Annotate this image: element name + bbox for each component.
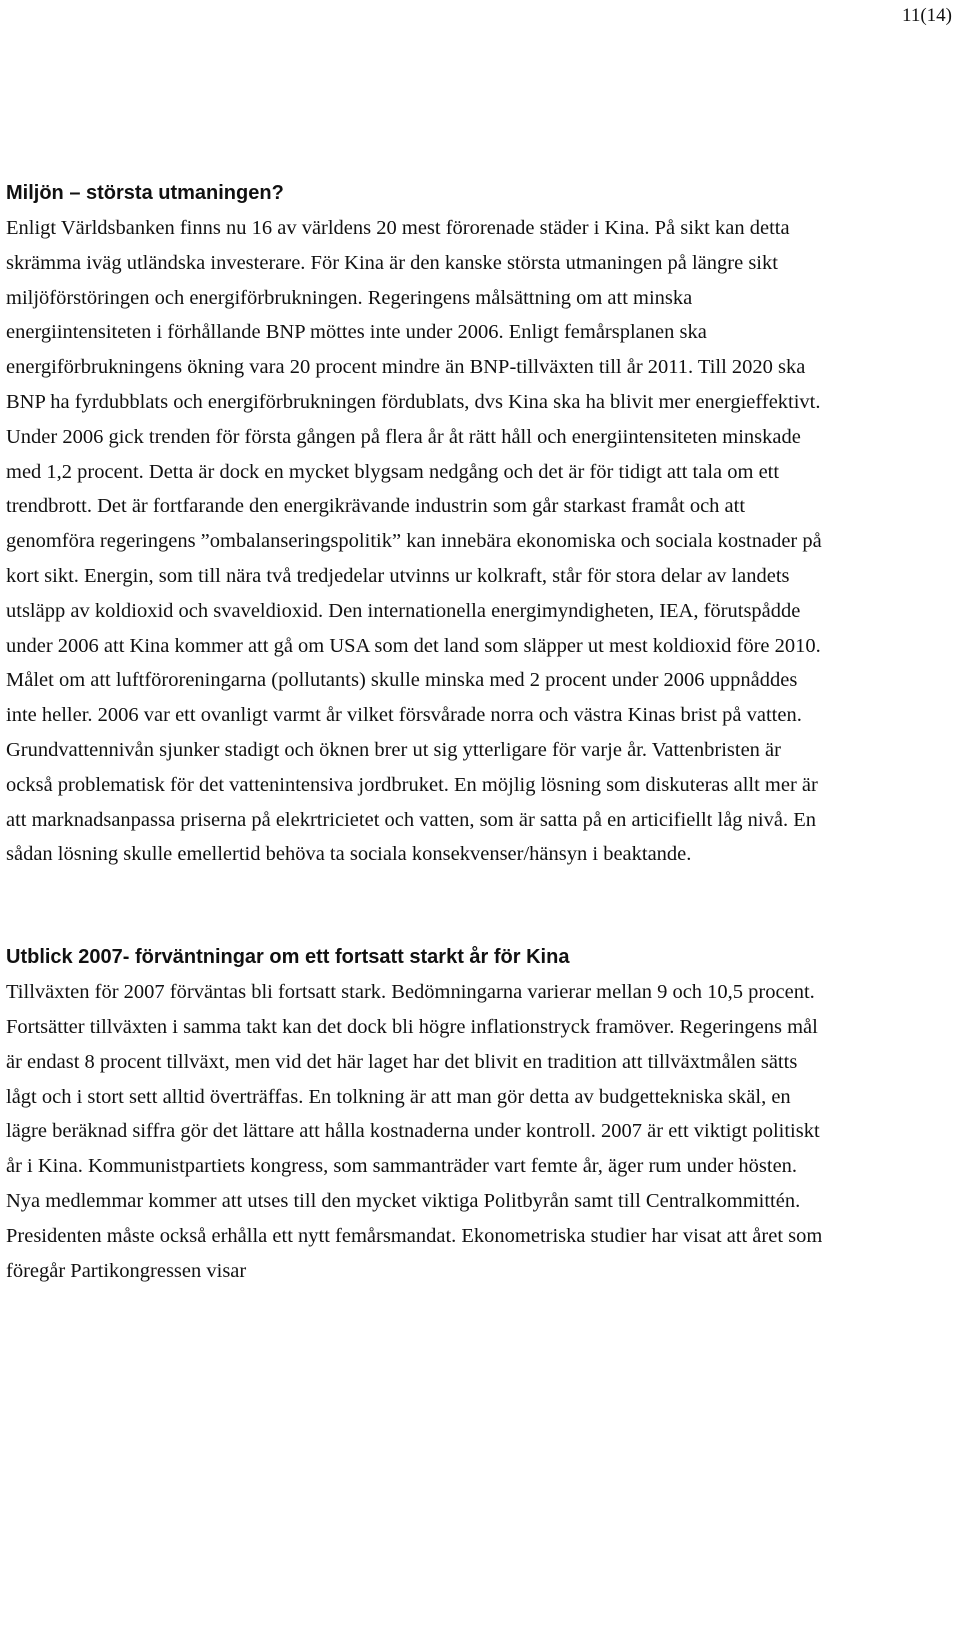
section-heading: Miljön – största utmaningen? bbox=[6, 182, 284, 204]
section-environment bbox=[6, 175, 832, 872]
document-body bbox=[6, 175, 832, 1288]
section-paragraph: Enligt Världsbanken finns nu 16 av världens 20 mest förorenade städer i Kina. På sikt kan detta skrämma iväg utländska investerare. För Kina är den kanske största utmaningen på längre sikt miljöförstöringen och energiförbrukningen. Regeringens målsättning om att minska energiintensiteten i förhållande BNP möttes inte under 2006. Enligt femårsplanen ska energiförbrukningens ökning vara 20 procent mindre än BNP-tillväxten till år 2011. Till 2020 ska BNP ha fyrdubblats och energiförbrukningen fördublats, dvs Kina ska ha blivit mer energieffektivt. Under 2006 gick trenden för första gången på flera år åt rätt håll och energiintensiteten minskade med 1,2 procent. Detta är dock en mycket blygsam nedgång och det är för tidigt att tala om ett trendbrott. Det är fortfarande den energikrävande industrin som går starkast framåt och att genomföra regeringens ”ombalanseringspolitik” kan innebära ekonomiska och sociala kostnader på kort sikt. Energin, som till nära två tredjedelar utvinns ur kolkraft, står för stora delar av landets utsläpp av koldioxid och svaveldioxid. Den internationella energimyndigheten, IEA, förutspådde under 2006 att Kina kommer att gå om USA som det land som släpper ut mest koldioxid före 2010. Målet om att luftföroreningarna (pollutants) skulle minska med 2 procent under 2006 uppnåddes inte heller. 2006 var ett ovanligt varmt år vilket försvårade norra och västra Kinas brist på vatten. Grundvattennivån sjunker stadigt och öknen brer ut sig ytterligare för varje år. Vattenbristen är också problematisk för det vattenintensiva jordbruket. En möjlig lösning som diskuteras allt mer är att marknadsanpassa priserna på elekrtricietet och vatten, som är satta på en articifiellt låg nivå. En sådan lösning skulle emellertid behöva ta sociala konsekvenser/hänsyn i beaktande. bbox=[6, 217, 822, 866]
section-outlook-2007 bbox=[6, 939, 832, 1288]
section-heading: Utblick 2007- förväntningar om ett fortsatt starkt år för Kina bbox=[6, 946, 570, 969]
section-paragraph: Tillväxten för 2007 förväntas bli fortsatt stark. Bedömningarna varierar mellan 9 och 10,5 procent. Fortsätter tillväxten i samma takt kan det dock bli högre inflationstryck framöver. Regeringens mål är endast 8 procent tillväxt, men vid det här laget har det blivit en tradition att tillväxtmålen sätts lågt och i stort sett alltid överträffas. En tolkning är att man gör detta av budgettekniska skäl, en lägre beräknad siffra gör det lättare att hålla kostnaderna under kontroll. 2007 är ett viktigt politiskt år i Kina. Kommunistpartiets kongress, som sammanträder vart femte år, äger rum under hösten. Nya medlemmar kommer att utses till den mycket viktiga Politbyrån samt till Centralkommittén. Presidenten måste också erhålla ett nytt femårsmandat. Ekonometriska studier har visat att året som föregår Partikongressen visar bbox=[6, 981, 823, 1282]
page-number: 11(14) bbox=[902, 5, 952, 26]
